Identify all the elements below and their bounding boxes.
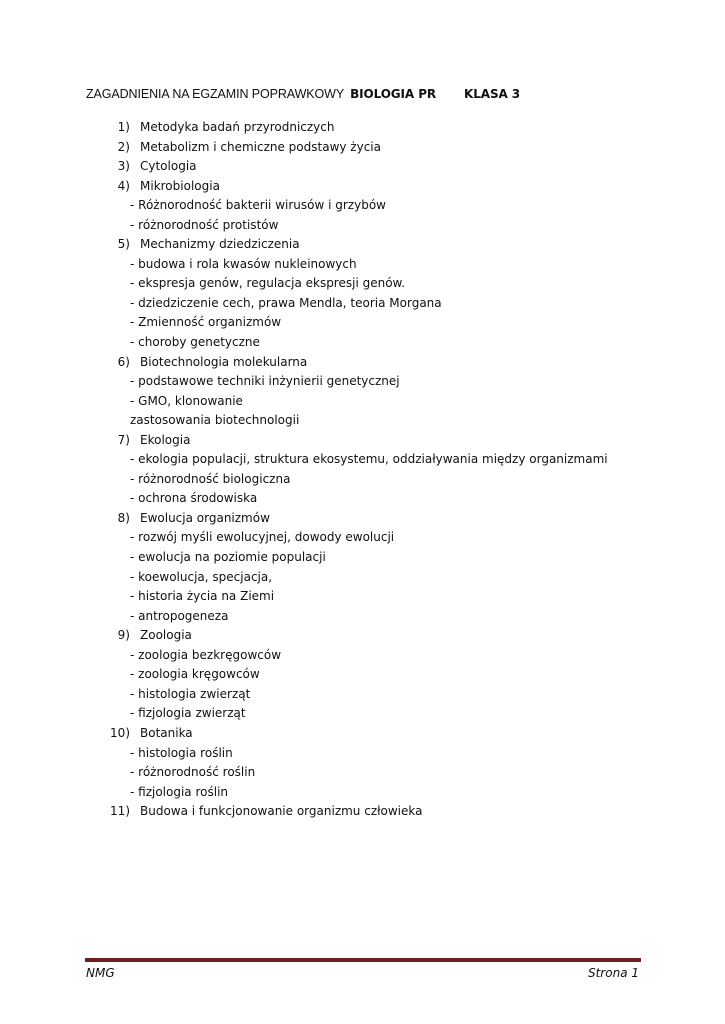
topic-number: 4)	[117, 178, 130, 193]
topic-row	[86, 626, 686, 646]
subtopic-item: - histologia zwierząt	[130, 686, 251, 701]
topic-number: 1)	[117, 120, 130, 134]
subtopic-item: - dziedziczenie cech, prawa Mendla, teoria Morgana	[130, 295, 442, 310]
topic-item	[86, 626, 686, 724]
topic-row	[86, 157, 686, 177]
subtopic-list	[86, 528, 686, 626]
subtopic-item: - Różnorodność bakterii wirusów i grzybów	[130, 198, 386, 213]
footer-divider	[85, 958, 641, 962]
subtopic-item: - historia życia na Ziemi	[130, 589, 275, 604]
topic-label: Metodyka badań przyrodniczych	[140, 120, 335, 134]
topic-row	[86, 118, 686, 138]
topic-item	[86, 724, 686, 802]
topic-spacer	[130, 157, 140, 177]
topic-row	[86, 177, 686, 197]
topic-number: 3)	[117, 159, 130, 174]
page-number: Strona 1	[587, 966, 639, 980]
subtopic-item: - ewolucja na poziomie populacji	[130, 550, 326, 565]
title-class: KLASA 3	[464, 87, 521, 101]
topic-number: 5)	[117, 237, 130, 252]
document-title	[86, 87, 520, 101]
topic-item	[86, 431, 686, 509]
topic-spacer	[130, 626, 140, 646]
subtopic-item: - budowa i rola kwasów nukleinowych	[130, 256, 357, 271]
topic-item	[86, 138, 686, 158]
topic-list	[86, 118, 686, 822]
topic-number: 10)	[110, 725, 130, 740]
subtopic-item: - rozwój myśli ewolucyjnej, dowody ewolucji	[130, 530, 395, 545]
topic-number: 2)	[117, 139, 130, 154]
topic-row	[86, 235, 686, 255]
topic-label: Budowa i funkcjonowanie organizmu człowieka	[140, 804, 423, 819]
topic-item	[86, 353, 686, 431]
topic-spacer	[130, 724, 140, 744]
topic-label: Botanika	[140, 725, 193, 740]
subtopic-item: - Zmienność organizmów	[130, 315, 282, 330]
topic-item	[86, 118, 686, 138]
topic-spacer	[130, 235, 140, 255]
topic-spacer	[130, 353, 140, 373]
title-subject: BIOLOGIA PR	[350, 87, 437, 101]
topic-label: Mikrobiologia	[140, 178, 220, 193]
topic-item	[86, 509, 686, 626]
topic-number: 7)	[117, 432, 130, 447]
topic-item	[86, 235, 686, 352]
topic-spacer	[130, 802, 140, 822]
subtopic-list	[86, 646, 686, 724]
footer-label: NMG	[86, 966, 115, 980]
topic-number: 6)	[117, 354, 130, 369]
topic-row	[86, 509, 686, 529]
topic-label: Ewolucja organizmów	[140, 510, 270, 525]
topic-row	[86, 802, 686, 822]
subtopic-item: - różnorodność biologiczna	[130, 471, 291, 486]
topic-item	[86, 157, 686, 177]
subtopic-item: - koewolucja, specjacja,	[130, 569, 273, 584]
subtopic-item: - różnorodność protistów	[130, 217, 279, 232]
topic-label: Mechanizmy dziedziczenia	[140, 237, 300, 252]
topic-row	[86, 724, 686, 744]
subtopic-list	[86, 255, 686, 353]
topic-label: Cytologia	[140, 159, 197, 174]
subtopic-item: - antropogeneza	[130, 608, 229, 623]
subtopic-list	[86, 744, 686, 803]
subtopic-list	[86, 196, 686, 235]
subtopic-item: - zoologia kręgowców	[130, 667, 260, 682]
subtopic-item: - zoologia bezkręgowców	[130, 647, 282, 662]
subtopic-item: - podstawowe techniki inżynierii genetycznej	[130, 374, 400, 389]
subtopic-item: - GMO, klonowanie	[130, 393, 243, 408]
topic-spacer	[130, 177, 140, 197]
topic-label: Ekologia	[140, 432, 191, 447]
subtopic-item: - ekologia populacji, struktura ekosystemu, oddziaływania między organizmami	[130, 452, 608, 467]
subtopic-item: - fizjologia zwierząt	[130, 706, 246, 721]
topic-number: 8)	[117, 510, 130, 525]
topic-number: 11)	[110, 804, 130, 819]
subtopic-list	[86, 372, 686, 431]
topic-spacer	[130, 118, 140, 138]
topic-label: Biotechnologia molekularna	[140, 354, 308, 369]
topic-label: Zoologia	[140, 628, 192, 643]
topic-spacer	[130, 138, 140, 158]
subtopic-item: - ekspresja genów, regulacja ekspresji genów.	[130, 276, 406, 291]
subtopic-item: - ochrona środowiska	[130, 491, 258, 506]
topic-label: Metabolizm i chemiczne podstawy życia	[140, 139, 381, 154]
topic-spacer	[130, 509, 140, 529]
title-text: ZAGADNIENIA NA EGZAMIN POPRAWKOWY	[86, 87, 345, 101]
topic-row	[86, 431, 686, 451]
subtopic-item: - różnorodność roślin	[130, 765, 256, 780]
topic-number: 9)	[117, 628, 130, 643]
subtopic-list	[86, 450, 686, 509]
topic-item	[86, 177, 686, 236]
topic-row	[86, 353, 686, 373]
subtopic-item: - choroby genetyczne	[130, 335, 260, 350]
topic-spacer	[130, 431, 140, 451]
topic-row	[86, 138, 686, 158]
subtopic-item: - fizjologia roślin	[130, 784, 229, 799]
subtopic-item: - histologia roślin	[130, 745, 233, 760]
subtopic-item: zastosowania biotechnologii	[130, 413, 300, 428]
topic-item	[86, 802, 686, 822]
